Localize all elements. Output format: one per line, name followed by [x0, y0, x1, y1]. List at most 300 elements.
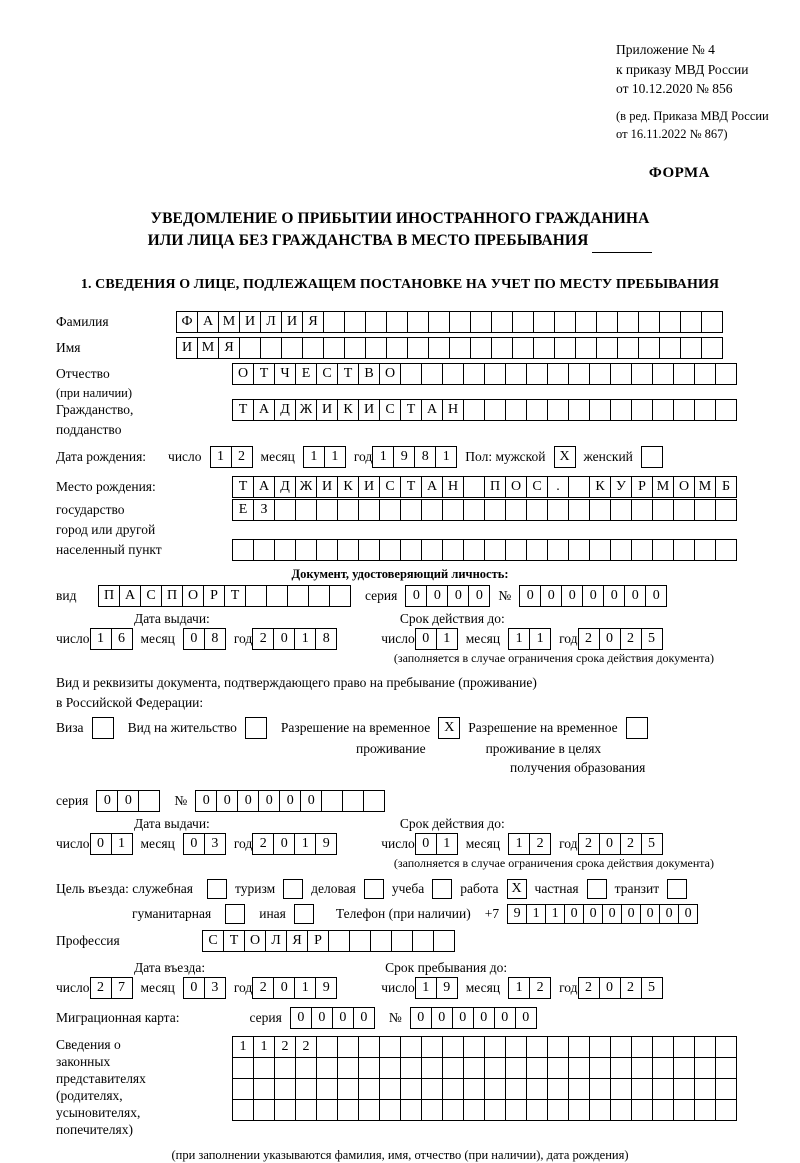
purpose-other-box[interactable]: [294, 904, 314, 924]
char-box[interactable]: Б: [715, 476, 737, 498]
entry-day-boxes[interactable]: [90, 977, 133, 999]
char-box[interactable]: [568, 499, 590, 521]
char-box[interactable]: [568, 539, 590, 561]
char-box[interactable]: [349, 930, 371, 952]
char-box[interactable]: [421, 1036, 443, 1058]
char-box[interactable]: [673, 499, 695, 521]
char-box[interactable]: [386, 337, 408, 359]
char-box[interactable]: [575, 337, 597, 359]
char-box[interactable]: [512, 311, 534, 333]
char-box[interactable]: В: [358, 363, 380, 385]
char-box[interactable]: 7: [111, 977, 133, 999]
char-box[interactable]: [433, 930, 455, 952]
purpose-transit-box[interactable]: [667, 879, 687, 899]
char-box[interactable]: [274, 1078, 296, 1100]
char-box[interactable]: [428, 311, 450, 333]
char-box[interactable]: [715, 363, 737, 385]
char-box[interactable]: С: [379, 399, 401, 421]
purpose-business-box[interactable]: [364, 879, 384, 899]
char-box[interactable]: [295, 1078, 317, 1100]
char-box[interactable]: Е: [232, 499, 254, 521]
char-box[interactable]: [470, 337, 492, 359]
entry-year-boxes[interactable]: [252, 977, 337, 999]
char-box[interactable]: [526, 363, 548, 385]
char-box[interactable]: [484, 399, 506, 421]
char-box[interactable]: К: [589, 476, 611, 498]
char-box[interactable]: Т: [400, 476, 422, 498]
char-box[interactable]: П: [161, 585, 183, 607]
char-box[interactable]: [232, 539, 254, 561]
char-box[interactable]: 6: [111, 628, 133, 650]
char-box[interactable]: 1: [526, 904, 546, 924]
char-box[interactable]: [239, 337, 261, 359]
char-box[interactable]: [253, 539, 275, 561]
char-box[interactable]: 0: [468, 585, 490, 607]
permit-series-boxes[interactable]: [96, 790, 160, 812]
char-box[interactable]: [652, 1057, 674, 1079]
purpose-study-box[interactable]: [432, 879, 452, 899]
char-box[interactable]: [283, 879, 303, 899]
char-box[interactable]: [652, 499, 674, 521]
char-box[interactable]: [253, 1057, 275, 1079]
char-box[interactable]: [428, 337, 450, 359]
char-box[interactable]: 0: [624, 585, 646, 607]
sex-male-box[interactable]: [554, 446, 576, 468]
char-box[interactable]: К: [337, 399, 359, 421]
char-box[interactable]: [641, 446, 663, 468]
char-box[interactable]: [491, 337, 513, 359]
char-box[interactable]: [207, 879, 227, 899]
purpose-tourism-box[interactable]: [283, 879, 303, 899]
char-box[interactable]: 1: [508, 628, 530, 650]
char-box[interactable]: 0: [519, 585, 541, 607]
char-box[interactable]: [652, 1099, 674, 1121]
char-box[interactable]: З: [253, 499, 275, 521]
char-box[interactable]: И: [358, 476, 380, 498]
char-box[interactable]: 0: [405, 585, 427, 607]
char-box[interactable]: [631, 1057, 653, 1079]
char-box[interactable]: [505, 1099, 527, 1121]
char-box[interactable]: [421, 363, 443, 385]
char-box[interactable]: 0: [621, 904, 641, 924]
char-box[interactable]: [589, 1057, 611, 1079]
char-box[interactable]: [652, 399, 674, 421]
char-box[interactable]: 2: [620, 833, 642, 855]
char-box[interactable]: [547, 1036, 569, 1058]
char-box[interactable]: 0: [599, 977, 621, 999]
char-box[interactable]: 0: [515, 1007, 537, 1029]
char-box[interactable]: [610, 1099, 632, 1121]
char-box[interactable]: [232, 1078, 254, 1100]
char-box[interactable]: А: [197, 311, 219, 333]
char-box[interactable]: X: [554, 446, 576, 468]
char-box[interactable]: [694, 1078, 716, 1100]
char-box[interactable]: [225, 904, 245, 924]
char-box[interactable]: 0: [602, 904, 622, 924]
char-box[interactable]: [715, 1078, 737, 1100]
char-box[interactable]: [281, 337, 303, 359]
char-box[interactable]: [589, 539, 611, 561]
char-box[interactable]: 0: [273, 977, 295, 999]
char-box[interactable]: [442, 363, 464, 385]
char-box[interactable]: [568, 476, 590, 498]
char-box[interactable]: [673, 1057, 695, 1079]
char-box[interactable]: 1: [294, 833, 316, 855]
edu-residence-box[interactable]: [626, 717, 648, 739]
char-box[interactable]: 0: [640, 904, 660, 924]
char-box[interactable]: [316, 499, 338, 521]
char-box[interactable]: 0: [645, 585, 667, 607]
char-box[interactable]: [526, 499, 548, 521]
char-box[interactable]: [512, 337, 534, 359]
mcard-series-boxes[interactable]: [290, 1007, 375, 1029]
char-box[interactable]: 1: [436, 628, 458, 650]
char-box[interactable]: [610, 1078, 632, 1100]
char-box[interactable]: 9: [315, 977, 337, 999]
legal-rep-row-3[interactable]: [232, 1078, 737, 1100]
char-box[interactable]: Т: [337, 363, 359, 385]
char-box[interactable]: С: [316, 363, 338, 385]
char-box[interactable]: 0: [410, 1007, 432, 1029]
char-box[interactable]: [421, 1057, 443, 1079]
char-box[interactable]: [295, 1057, 317, 1079]
char-box[interactable]: [484, 1036, 506, 1058]
char-box[interactable]: [484, 539, 506, 561]
char-box[interactable]: 0: [447, 585, 469, 607]
char-box[interactable]: [715, 399, 737, 421]
char-box[interactable]: [463, 1057, 485, 1079]
char-box[interactable]: 0: [332, 1007, 354, 1029]
char-box[interactable]: [547, 1078, 569, 1100]
char-box[interactable]: М: [694, 476, 716, 498]
char-box[interactable]: [400, 1099, 422, 1121]
char-box[interactable]: 9: [315, 833, 337, 855]
char-box[interactable]: [484, 1078, 506, 1100]
char-box[interactable]: [463, 1078, 485, 1100]
char-box[interactable]: [442, 1099, 464, 1121]
purpose-official-box[interactable]: [207, 879, 227, 899]
surname-boxes[interactable]: [176, 311, 723, 333]
doc-kind-boxes[interactable]: [98, 585, 351, 607]
char-box[interactable]: [715, 499, 737, 521]
char-box[interactable]: [694, 1057, 716, 1079]
char-box[interactable]: [323, 311, 345, 333]
char-box[interactable]: [652, 1036, 674, 1058]
char-box[interactable]: [526, 1036, 548, 1058]
char-box[interactable]: [316, 1057, 338, 1079]
char-box[interactable]: [610, 1057, 632, 1079]
char-box[interactable]: Я: [218, 337, 240, 359]
purpose-humanitarian-box[interactable]: [225, 904, 245, 924]
char-box[interactable]: 0: [353, 1007, 375, 1029]
char-box[interactable]: [547, 363, 569, 385]
char-box[interactable]: 2: [274, 1036, 296, 1058]
char-box[interactable]: 5: [641, 628, 663, 650]
char-box[interactable]: 2: [620, 628, 642, 650]
char-box[interactable]: 2: [252, 977, 274, 999]
char-box[interactable]: Т: [223, 930, 245, 952]
char-box[interactable]: [463, 363, 485, 385]
char-box[interactable]: [294, 904, 314, 924]
char-box[interactable]: [533, 311, 555, 333]
char-box[interactable]: [568, 363, 590, 385]
char-box[interactable]: [328, 930, 350, 952]
doc-valid-year-boxes[interactable]: [578, 628, 663, 650]
char-box[interactable]: [274, 539, 296, 561]
char-box[interactable]: [274, 1099, 296, 1121]
char-box[interactable]: [316, 539, 338, 561]
char-box[interactable]: [568, 1078, 590, 1100]
char-box[interactable]: [673, 1078, 695, 1100]
char-box[interactable]: А: [421, 476, 443, 498]
char-box[interactable]: 1: [90, 628, 112, 650]
char-box[interactable]: [253, 1078, 275, 1100]
char-box[interactable]: [547, 1057, 569, 1079]
char-box[interactable]: [701, 311, 723, 333]
char-box[interactable]: [547, 399, 569, 421]
char-box[interactable]: 2: [529, 977, 551, 999]
char-box[interactable]: [260, 337, 282, 359]
char-box[interactable]: [568, 1057, 590, 1079]
char-box[interactable]: [596, 311, 618, 333]
char-box[interactable]: 2: [620, 977, 642, 999]
residence-permit-box[interactable]: [245, 717, 267, 739]
char-box[interactable]: М: [197, 337, 219, 359]
char-box[interactable]: [337, 1099, 359, 1121]
char-box[interactable]: С: [140, 585, 162, 607]
purpose-private-box[interactable]: [587, 879, 607, 899]
char-box[interactable]: 1: [415, 977, 437, 999]
char-box[interactable]: Р: [631, 476, 653, 498]
char-box[interactable]: [407, 311, 429, 333]
char-box[interactable]: [379, 1078, 401, 1100]
char-box[interactable]: [421, 1078, 443, 1100]
char-box[interactable]: [412, 930, 434, 952]
char-box[interactable]: [316, 1078, 338, 1100]
stay-month-boxes[interactable]: [508, 977, 551, 999]
char-box[interactable]: [610, 1036, 632, 1058]
char-box[interactable]: [379, 1057, 401, 1079]
permit-issue-month-boxes[interactable]: [183, 833, 226, 855]
char-box[interactable]: 1: [303, 446, 325, 468]
char-box[interactable]: [694, 499, 716, 521]
char-box[interactable]: [400, 1057, 422, 1079]
char-box[interactable]: А: [253, 476, 275, 498]
char-box[interactable]: [321, 790, 343, 812]
char-box[interactable]: 0: [426, 585, 448, 607]
char-box[interactable]: [631, 539, 653, 561]
char-box[interactable]: [442, 1078, 464, 1100]
char-box[interactable]: 0: [494, 1007, 516, 1029]
char-box[interactable]: О: [244, 930, 266, 952]
char-box[interactable]: 1: [253, 1036, 275, 1058]
char-box[interactable]: А: [119, 585, 141, 607]
legal-rep-row-2[interactable]: [232, 1057, 737, 1079]
char-box[interactable]: 1: [210, 446, 232, 468]
char-box[interactable]: [673, 363, 695, 385]
char-box[interactable]: [421, 1099, 443, 1121]
char-box[interactable]: [589, 1036, 611, 1058]
patronymic-boxes[interactable]: [232, 363, 737, 385]
char-box[interactable]: 1: [529, 628, 551, 650]
char-box[interactable]: [463, 476, 485, 498]
char-box[interactable]: [358, 1078, 380, 1100]
char-box[interactable]: 9: [393, 446, 415, 468]
char-box[interactable]: [232, 1057, 254, 1079]
char-box[interactable]: [337, 1078, 359, 1100]
char-box[interactable]: С: [526, 476, 548, 498]
char-box[interactable]: [680, 311, 702, 333]
doc-valid-day-boxes[interactable]: [415, 628, 458, 650]
char-box[interactable]: X: [438, 717, 460, 739]
char-box[interactable]: 1: [111, 833, 133, 855]
sex-female-box[interactable]: [641, 446, 663, 468]
char-box[interactable]: 9: [507, 904, 527, 924]
birth-month-boxes[interactable]: [303, 446, 346, 468]
char-box[interactable]: [589, 499, 611, 521]
char-box[interactable]: И: [358, 399, 380, 421]
char-box[interactable]: 1: [294, 977, 316, 999]
entry-month-boxes[interactable]: [183, 977, 226, 999]
char-box[interactable]: Р: [203, 585, 225, 607]
char-box[interactable]: 5: [641, 977, 663, 999]
temp-residence-box[interactable]: [438, 717, 460, 739]
char-box[interactable]: 0: [300, 790, 322, 812]
char-box[interactable]: [484, 1057, 506, 1079]
char-box[interactable]: [631, 1036, 653, 1058]
char-box[interactable]: [610, 539, 632, 561]
char-box[interactable]: [589, 399, 611, 421]
char-box[interactable]: [638, 337, 660, 359]
char-box[interactable]: [589, 1099, 611, 1121]
char-box[interactable]: [652, 363, 674, 385]
char-box[interactable]: Н: [442, 476, 464, 498]
char-box[interactable]: [421, 499, 443, 521]
char-box[interactable]: П: [484, 476, 506, 498]
char-box[interactable]: [337, 1036, 359, 1058]
char-box[interactable]: [274, 499, 296, 521]
char-box[interactable]: 0: [273, 628, 295, 650]
legal-rep-row-4[interactable]: [232, 1099, 737, 1121]
char-box[interactable]: Т: [232, 399, 254, 421]
char-box[interactable]: 1: [232, 1036, 254, 1058]
char-box[interactable]: 2: [578, 833, 600, 855]
char-box[interactable]: [505, 1036, 527, 1058]
char-box[interactable]: [266, 585, 288, 607]
char-box[interactable]: [505, 399, 527, 421]
char-box[interactable]: [694, 1099, 716, 1121]
visa-box[interactable]: [92, 717, 114, 739]
char-box[interactable]: [631, 499, 653, 521]
char-box[interactable]: Р: [307, 930, 329, 952]
char-box[interactable]: 8: [315, 628, 337, 650]
doc-series-boxes[interactable]: [405, 585, 490, 607]
char-box[interactable]: [568, 1036, 590, 1058]
char-box[interactable]: 2: [231, 446, 253, 468]
char-box[interactable]: [652, 539, 674, 561]
char-box[interactable]: 0: [603, 585, 625, 607]
char-box[interactable]: А: [421, 399, 443, 421]
char-box[interactable]: Ч: [274, 363, 296, 385]
char-box[interactable]: М: [218, 311, 240, 333]
char-box[interactable]: 2: [252, 628, 274, 650]
char-box[interactable]: [631, 1078, 653, 1100]
char-box[interactable]: 0: [183, 833, 205, 855]
birthplace-row-3[interactable]: [232, 539, 737, 561]
char-box[interactable]: 1: [436, 833, 458, 855]
char-box[interactable]: [484, 363, 506, 385]
char-box[interactable]: С: [379, 476, 401, 498]
char-box[interactable]: 1: [545, 904, 565, 924]
char-box[interactable]: О: [182, 585, 204, 607]
char-box[interactable]: 0: [599, 628, 621, 650]
char-box[interactable]: [589, 363, 611, 385]
char-box[interactable]: Я: [286, 930, 308, 952]
char-box[interactable]: [274, 1057, 296, 1079]
char-box[interactable]: 8: [414, 446, 436, 468]
char-box[interactable]: 1: [294, 628, 316, 650]
purpose-work-box[interactable]: [507, 879, 527, 899]
char-box[interactable]: [337, 539, 359, 561]
char-box[interactable]: [673, 539, 695, 561]
char-box[interactable]: 0: [90, 833, 112, 855]
char-box[interactable]: [449, 337, 471, 359]
char-box[interactable]: [342, 790, 364, 812]
char-box[interactable]: О: [505, 476, 527, 498]
char-box[interactable]: Т: [400, 399, 422, 421]
stay-day-boxes[interactable]: [415, 977, 458, 999]
char-box[interactable]: [680, 337, 702, 359]
char-box[interactable]: 2: [295, 1036, 317, 1058]
char-box[interactable]: [659, 337, 681, 359]
char-box[interactable]: 2: [578, 977, 600, 999]
char-box[interactable]: [463, 1036, 485, 1058]
legal-rep-row-1[interactable]: [232, 1036, 737, 1058]
char-box[interactable]: [589, 1078, 611, 1100]
char-box[interactable]: [533, 337, 555, 359]
doc-issue-year-boxes[interactable]: [252, 628, 337, 650]
char-box[interactable]: 0: [473, 1007, 495, 1029]
char-box[interactable]: 0: [237, 790, 259, 812]
char-box[interactable]: [370, 930, 392, 952]
char-box[interactable]: [400, 363, 422, 385]
char-box[interactable]: Я: [302, 311, 324, 333]
char-box[interactable]: [547, 1099, 569, 1121]
char-box[interactable]: [547, 499, 569, 521]
char-box[interactable]: [337, 499, 359, 521]
doc-issue-day-boxes[interactable]: [90, 628, 133, 650]
char-box[interactable]: 0: [564, 904, 584, 924]
char-box[interactable]: 0: [452, 1007, 474, 1029]
char-box[interactable]: [617, 311, 639, 333]
char-box[interactable]: 2: [252, 833, 274, 855]
char-box[interactable]: [610, 363, 632, 385]
char-box[interactable]: [694, 1036, 716, 1058]
permit-issue-year-boxes[interactable]: [252, 833, 337, 855]
birthplace-row-2[interactable]: [232, 499, 737, 521]
char-box[interactable]: Ф: [176, 311, 198, 333]
char-box[interactable]: 0: [659, 904, 679, 924]
char-box[interactable]: 0: [415, 628, 437, 650]
char-box[interactable]: [323, 337, 345, 359]
char-box[interactable]: М: [652, 476, 674, 498]
char-box[interactable]: 0: [582, 585, 604, 607]
char-box[interactable]: И: [316, 399, 338, 421]
char-box[interactable]: [631, 399, 653, 421]
char-box[interactable]: [358, 539, 380, 561]
char-box[interactable]: X: [507, 879, 527, 899]
char-box[interactable]: [652, 1078, 674, 1100]
